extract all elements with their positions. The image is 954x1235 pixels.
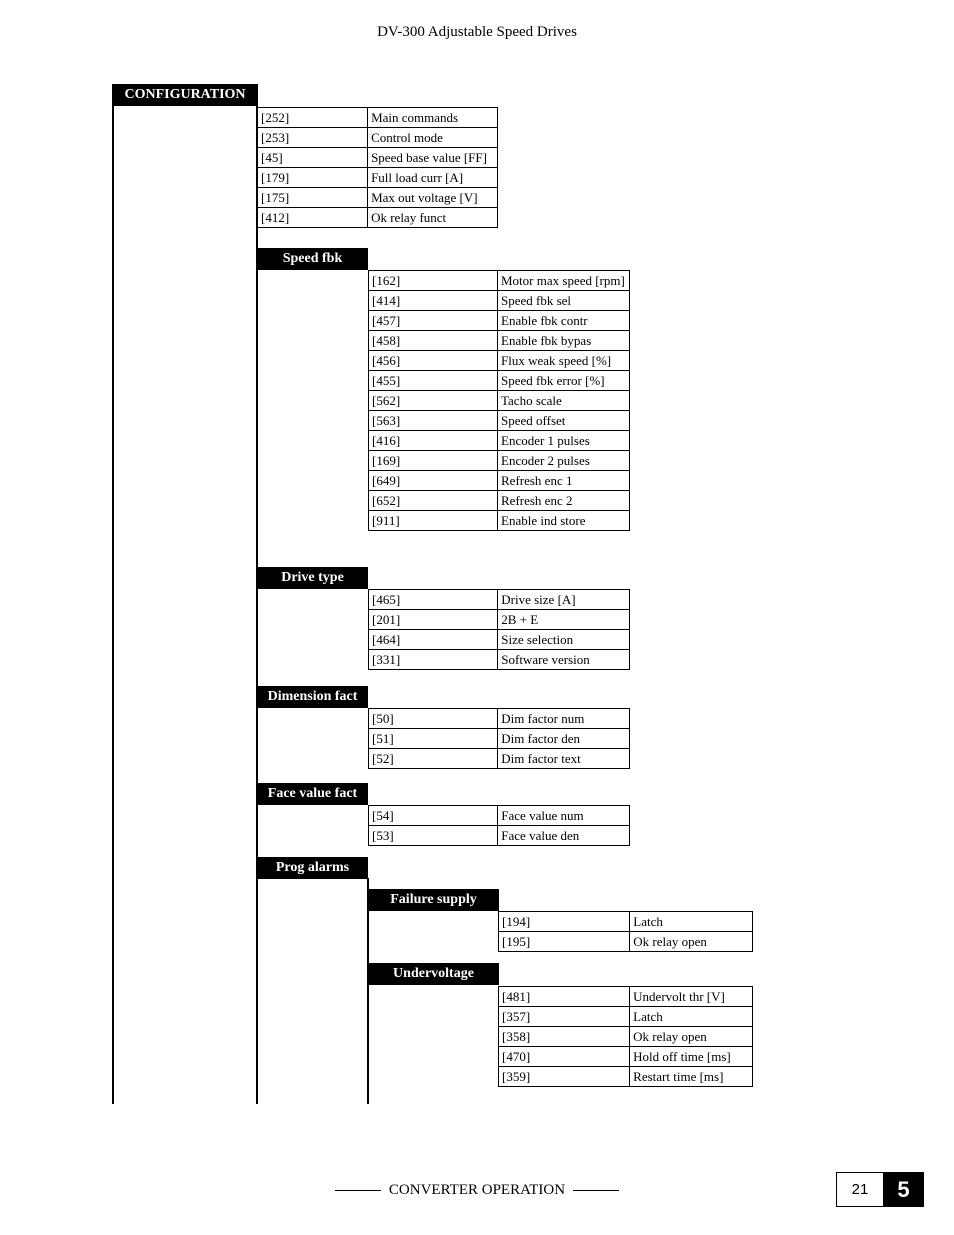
param-row[interactable] [369, 371, 630, 391]
param-name: Speed fbk error [%] [498, 371, 630, 391]
param-row[interactable] [369, 630, 630, 650]
param-row[interactable] [369, 749, 630, 769]
undervoltage-table [498, 986, 753, 1087]
param-id: [179] [258, 168, 368, 188]
param-id: [649] [369, 471, 498, 491]
param-id: [52] [369, 749, 498, 769]
param-row[interactable] [258, 168, 498, 188]
param-name: Refresh enc 1 [498, 471, 630, 491]
tree-line-root [112, 84, 114, 1104]
param-id: [169] [369, 451, 498, 471]
param-name: Dim factor den [498, 729, 630, 749]
param-name: Max out voltage [V] [368, 188, 498, 208]
param-id: [331] [369, 650, 498, 670]
param-id: [911] [369, 511, 498, 531]
param-id: [195] [499, 932, 630, 952]
speed-fbk-header[interactable]: Speed fbk [257, 248, 368, 270]
footer-rule-left [335, 1190, 381, 1191]
param-id: [563] [369, 411, 498, 431]
param-id: [253] [258, 128, 368, 148]
param-row[interactable] [499, 1027, 753, 1047]
param-row[interactable] [258, 108, 498, 128]
footer-section-title: CONVERTER OPERATION [388, 1182, 566, 1198]
param-id: [562] [369, 391, 498, 411]
param-row[interactable] [369, 351, 630, 371]
param-row[interactable] [258, 188, 498, 208]
param-name: Speed offset [498, 411, 630, 431]
param-name: Enable fbk contr [498, 311, 630, 331]
param-name: Ok relay open [630, 1027, 753, 1047]
tree-line-prog-alarms [367, 878, 369, 1104]
param-id: [162] [369, 271, 498, 291]
param-name: Face value num [498, 806, 630, 826]
param-name: Enable ind store [498, 511, 630, 531]
param-row[interactable] [499, 932, 753, 952]
param-row[interactable] [369, 451, 630, 471]
param-id: [50] [369, 709, 498, 729]
param-id: [45] [258, 148, 368, 168]
param-name: Dim factor text [498, 749, 630, 769]
failure-supply-header[interactable]: Failure supply [368, 889, 499, 911]
param-name: 2B + E [498, 610, 630, 630]
param-id: [464] [369, 630, 498, 650]
param-row[interactable] [258, 148, 498, 168]
param-id: [357] [499, 1007, 630, 1027]
param-row[interactable] [369, 729, 630, 749]
param-id: [252] [258, 108, 368, 128]
prog-alarms-header[interactable]: Prog alarms [257, 857, 368, 879]
drive-type-table [368, 589, 630, 670]
param-row[interactable] [369, 709, 630, 729]
param-row[interactable] [369, 431, 630, 451]
param-name: Ok relay open [630, 932, 753, 952]
page-number: 21 [836, 1172, 884, 1207]
param-name: Enable fbk bypas [498, 331, 630, 351]
param-row[interactable] [369, 471, 630, 491]
param-id: [175] [258, 188, 368, 208]
dimension-fact-table [368, 708, 630, 769]
footer-rule-right [573, 1190, 619, 1191]
param-name: Flux weak speed [%] [498, 351, 630, 371]
param-id: [465] [369, 590, 498, 610]
param-name: Hold off time [ms] [630, 1047, 753, 1067]
param-name: Motor max speed [rpm] [498, 271, 630, 291]
param-id: [359] [499, 1067, 630, 1087]
param-name: Software version [498, 650, 630, 670]
param-id: [457] [369, 311, 498, 331]
param-id: [194] [499, 912, 630, 932]
param-row[interactable] [258, 128, 498, 148]
param-id: [51] [369, 729, 498, 749]
param-name: Restart time [ms] [630, 1067, 753, 1087]
param-row[interactable] [499, 1007, 753, 1027]
speed-fbk-table [368, 270, 630, 531]
footer-section [0, 1182, 954, 1199]
face-value-fact-table [368, 805, 630, 846]
main-params-table [257, 107, 498, 228]
drive-type-header[interactable]: Drive type [257, 567, 368, 589]
param-row[interactable] [499, 1047, 753, 1067]
param-name: Tacho scale [498, 391, 630, 411]
param-name: Control mode [368, 128, 498, 148]
param-name: Dim factor num [498, 709, 630, 729]
param-name: Speed base value [FF] [368, 148, 498, 168]
param-name: Full load curr [A] [368, 168, 498, 188]
param-row[interactable] [369, 650, 630, 670]
configuration-header[interactable]: CONFIGURATION [112, 84, 258, 106]
page-header-title: DV-300 Adjustable Speed Drives [377, 24, 577, 40]
param-row[interactable] [369, 610, 630, 630]
undervoltage-header[interactable]: Undervoltage [368, 963, 499, 985]
param-row[interactable] [369, 491, 630, 511]
param-id: [358] [499, 1027, 630, 1047]
param-name: Refresh enc 2 [498, 491, 630, 511]
param-row[interactable] [369, 411, 630, 431]
param-row[interactable] [369, 806, 630, 826]
dimension-fact-header[interactable]: Dimension fact [257, 686, 368, 708]
param-name: Ok relay funct [368, 208, 498, 228]
chapter-number: 5 [883, 1172, 924, 1207]
param-name: Drive size [A] [498, 590, 630, 610]
param-row[interactable] [369, 826, 630, 846]
param-name: Latch [630, 912, 753, 932]
param-row[interactable] [369, 391, 630, 411]
param-id: [54] [369, 806, 498, 826]
face-value-fact-header[interactable]: Face value fact [257, 783, 368, 805]
param-row[interactable] [369, 590, 630, 610]
failure-supply-table [498, 911, 753, 952]
param-name: Speed fbk sel [498, 291, 630, 311]
param-id: [412] [258, 208, 368, 228]
param-id: [458] [369, 331, 498, 351]
param-name: Size selection [498, 630, 630, 650]
param-row[interactable] [369, 331, 630, 351]
param-row[interactable] [369, 291, 630, 311]
param-id: [481] [499, 987, 630, 1007]
param-name: Face value den [498, 826, 630, 846]
param-name: Main commands [368, 108, 498, 128]
param-name: Latch [630, 1007, 753, 1027]
param-row[interactable] [369, 511, 630, 531]
param-id: [414] [369, 291, 498, 311]
param-id: [201] [369, 610, 498, 630]
param-row[interactable] [369, 271, 630, 291]
param-id: [652] [369, 491, 498, 511]
param-row[interactable] [499, 1067, 753, 1087]
param-row[interactable] [499, 987, 753, 1007]
param-row[interactable] [258, 208, 498, 228]
param-id: [416] [369, 431, 498, 451]
param-name: Encoder 1 pulses [498, 431, 630, 451]
param-name: Encoder 2 pulses [498, 451, 630, 471]
param-id: [53] [369, 826, 498, 846]
param-row[interactable] [369, 311, 630, 331]
param-row[interactable] [499, 912, 753, 932]
param-id: [455] [369, 371, 498, 391]
param-name: Undervolt thr [V] [630, 987, 753, 1007]
param-id: [470] [499, 1047, 630, 1067]
param-id: [456] [369, 351, 498, 371]
